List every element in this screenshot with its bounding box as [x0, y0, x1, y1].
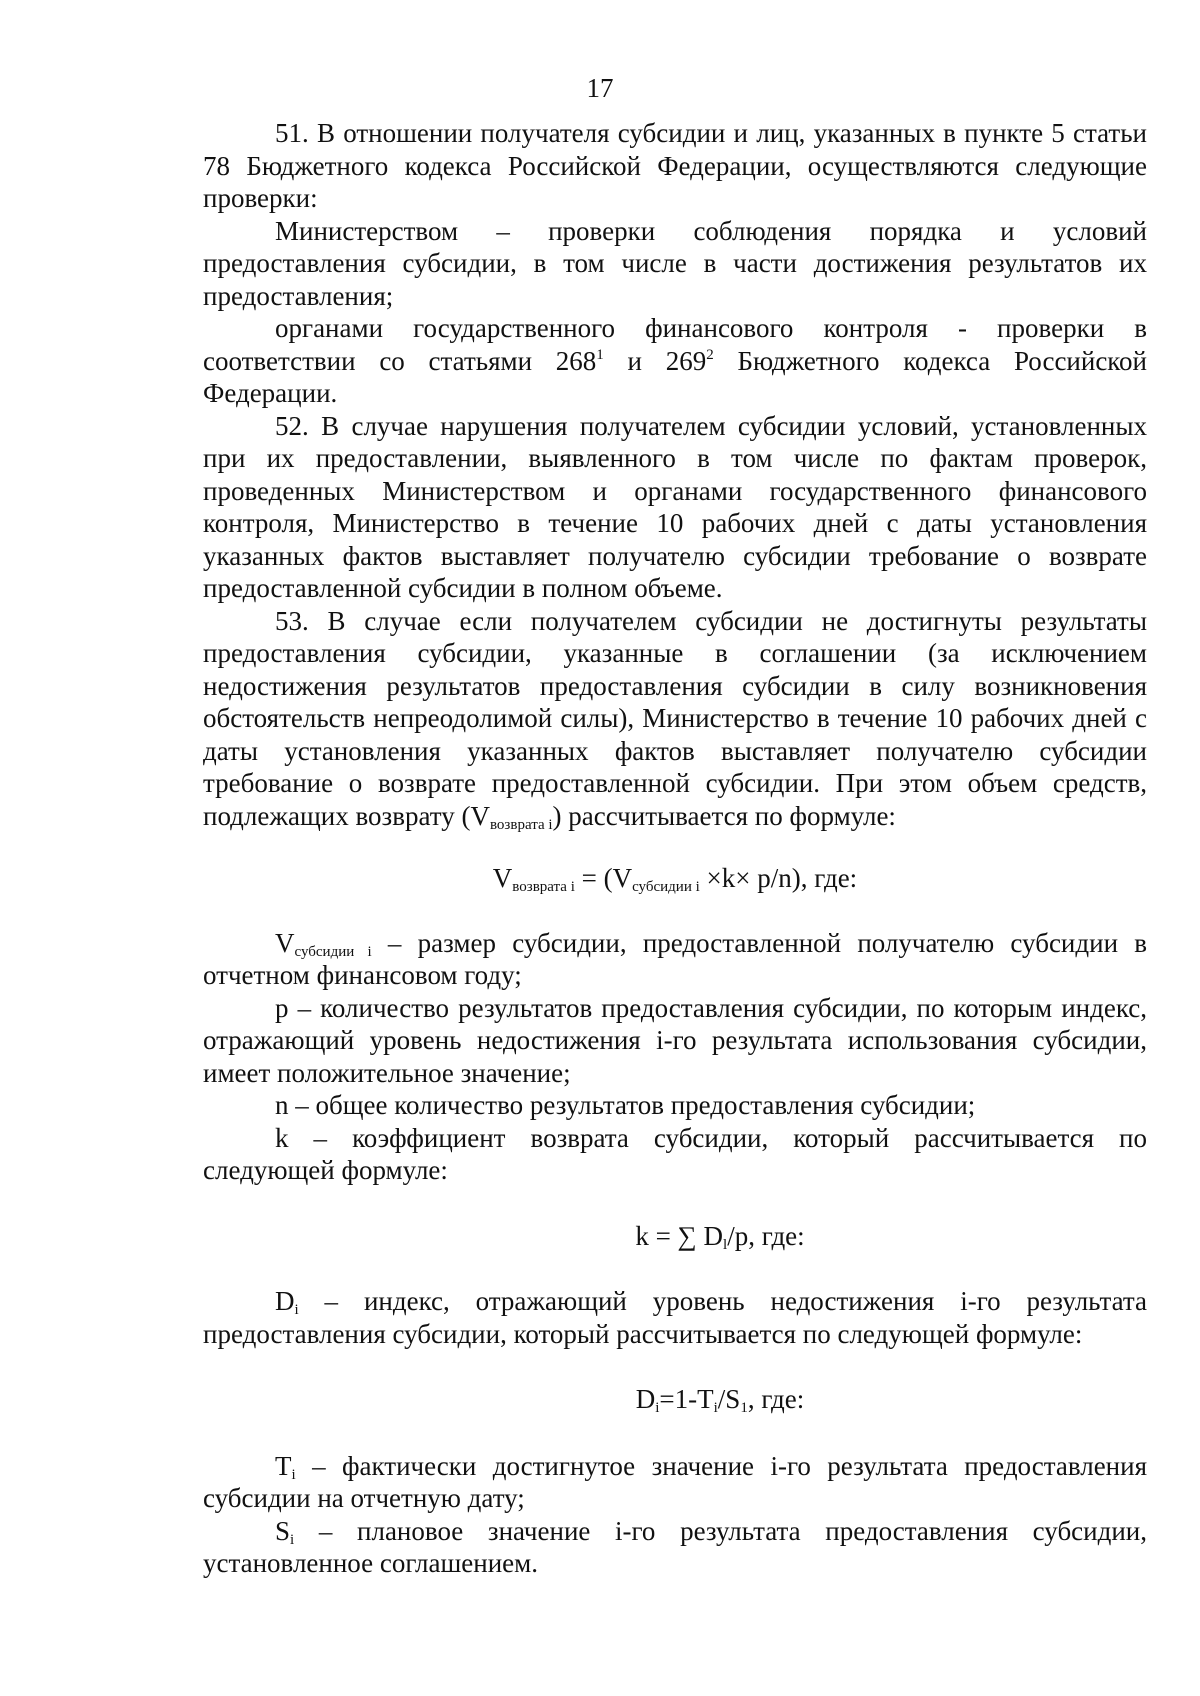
paragraph-52: 52. В случае нарушения получателем субсидии условий, установленных при их предоставлении, выявленного в том числе по фактам проверок, проведенных Министерством и органами государственного финансового контроля, Министерство в течение 10 рабочих дней с даты установления указанных фактов выставляет получателю субсидии требование о возврате предоставленной субсидии в полном объеме. [203, 410, 1147, 603]
def-d-text: – индекс, отражающий уровень недостижения i-го результата предоставления субсидии, который рассчитывается по следующей формуле: [203, 1286, 1147, 1349]
definition-k: k – коэффициент возврата субсидии, который рассчитывается по следующей формуле: [203, 1122, 1147, 1185]
def-t-letter: T [275, 1450, 292, 1481]
document-body [203, 117, 1147, 1580]
f1-tail: ×k× p/n), где: [699, 863, 858, 893]
definition-s [203, 1515, 1147, 1580]
control-sup-2: 2 [706, 346, 714, 363]
definition-n: n – общее количество результатов предоставления субсидии; [275, 1090, 976, 1120]
definition-v-subsidy [203, 927, 1147, 992]
f3-t-sub: i [713, 1400, 718, 1416]
def-v-text: – размер субсидии, предоставленной получателю субсидии в отчетном финансовом году; [203, 927, 1148, 990]
formula-return-volume [203, 862, 1147, 895]
f2-a: k = ∑ D [635, 1220, 724, 1251]
paragraph-51: 51. В отношении получателя субсидии и лиц, указанных в пункте 5 статьи 78 Бюджетного кодекса Российской Федерации, осуществляются следующие проверки: [203, 118, 1147, 213]
def-t-sub: i [291, 1466, 296, 1483]
control-text-a: органами государственного финансового контроля - проверки в соответствии со статьями 268 [203, 313, 1147, 376]
f3-eq: =1-T [659, 1384, 714, 1414]
definition-d [203, 1285, 1147, 1350]
f3-d: D [635, 1384, 656, 1414]
f3-tail: , где: [747, 1384, 805, 1414]
f1-mid: = (V [574, 863, 633, 893]
control-sup-1: 1 [596, 346, 604, 363]
definition-p: p – количество результатов предоставления субсидии, по которым индекс, отражающий уровень недостижения i-го результата использования субсидии, имеет положительное значение; [203, 992, 1147, 1088]
p53-sub: возврата i [489, 816, 553, 833]
f1-v-sub: возврата i [512, 879, 575, 895]
p53-text-b: ) рассчитывается по формуле: [552, 800, 896, 831]
control-text-c: Бюджетного кодекса Российской Федерации. [203, 345, 1148, 408]
def-d-letter: D [275, 1286, 295, 1316]
f1-v: V [492, 863, 513, 893]
def-s-text: – плановое значение i-го результата предоставления субсидии, установленное соглашением. [203, 1515, 1147, 1578]
def-v-letter: V [275, 927, 295, 958]
f3-d-sub: i [655, 1400, 660, 1416]
f3-s-sub: 1 [740, 1400, 748, 1416]
paragraph-53 [203, 605, 1147, 833]
f2-sub: l [723, 1236, 728, 1253]
definition-t [203, 1450, 1147, 1515]
f3-slash: /S [717, 1384, 741, 1414]
paragraph-51-ministry: Министерством – проверки соблюдения порядка и условий предоставления субсидии, в том числе в части достижения результатов их предоставления; [203, 215, 1147, 311]
page-number: 17 [586, 73, 614, 103]
f1-sub2: субсидии i [632, 879, 700, 895]
p53-text-a: 53. В случае если получателем субсидии не достигнуты результаты предоставления субсидии, указанные в соглашении (за исключением недостижения результатов предоставления субсидии в силу возникновения обстоятельств непреодолимой силы), Министерство в течение 10 рабочих дней с даты установления указанных фактов выставляет получателю субсидии требование о возврате предоставленной субсидии. При этом объем средств, подлежащих возврату (V [203, 605, 1147, 831]
def-s-sub: i [290, 1531, 295, 1548]
paragraph-51-control [203, 312, 1147, 410]
formula-d [203, 1383, 1147, 1416]
def-v-sub: субсидии i [294, 943, 372, 960]
formula-k [203, 1220, 1147, 1253]
def-d-sub: i [294, 1302, 299, 1318]
f2-b: /p, где: [727, 1220, 805, 1251]
def-s-letter: S [275, 1515, 291, 1546]
control-text-b: и 269 [603, 345, 707, 376]
def-t-text: – фактически достигнутое значение i-го результата предоставления субсидии на отчетную дату; [203, 1450, 1147, 1513]
